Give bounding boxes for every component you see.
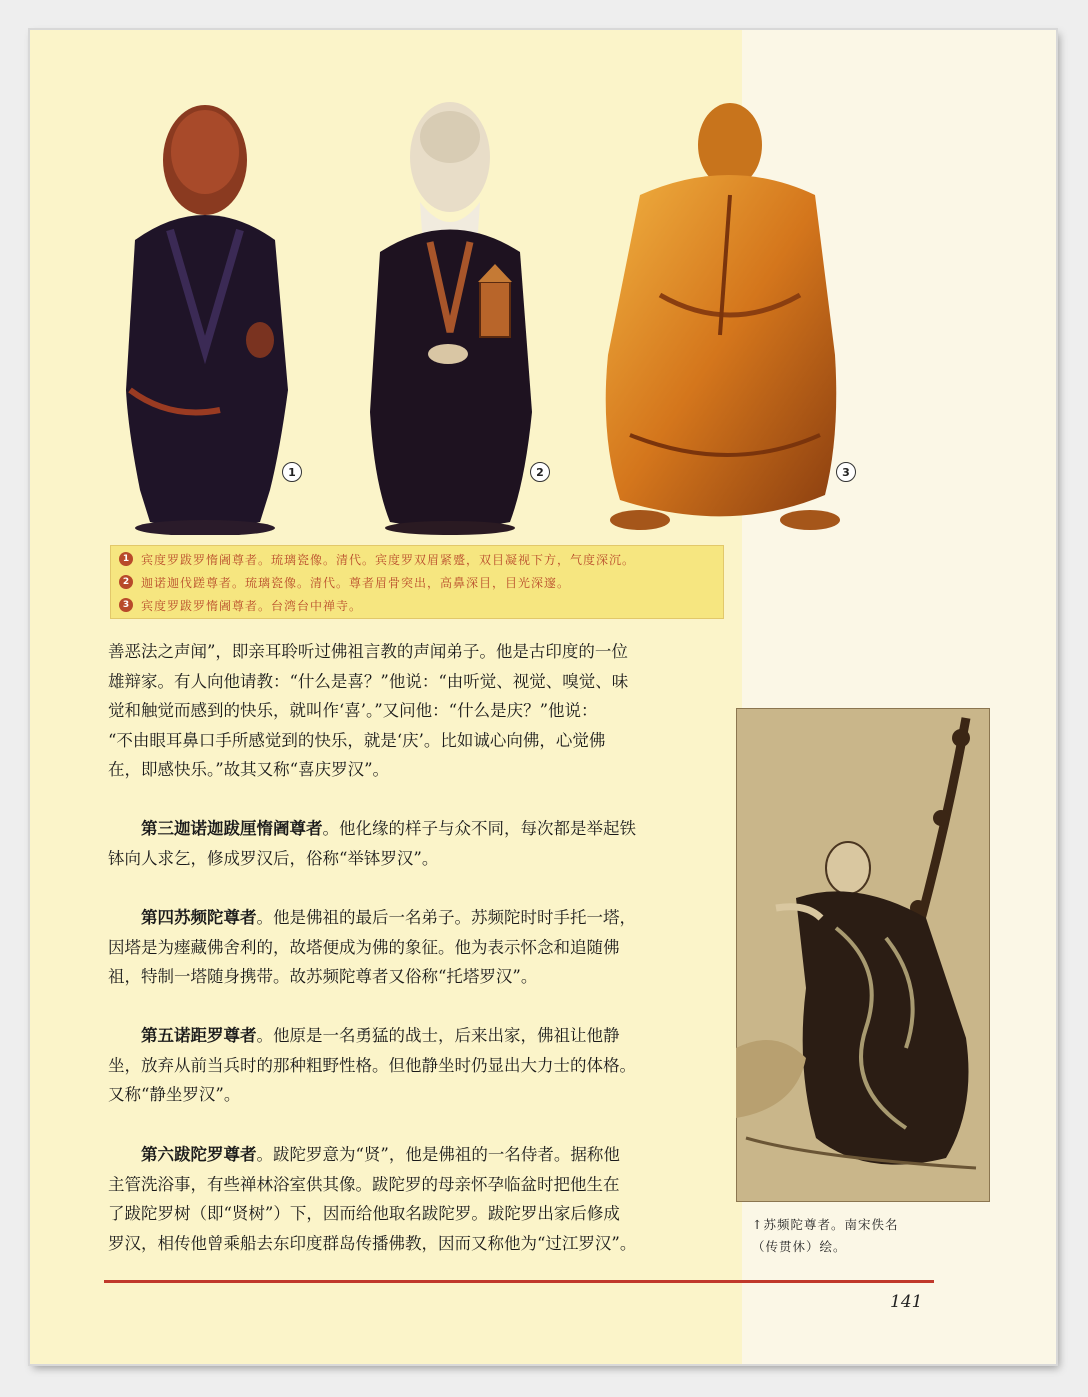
caption-line-3 [119,595,719,615]
section-first-line [108,1140,722,1170]
section-arhat-5 [108,1021,722,1110]
intro-line: “不由眼耳鼻口手所感觉到的快乐，就是‘庆’。比如诚心向佛，心觉佛 [108,730,606,750]
intro-line: 在，即感快乐。”故其又称“喜庆罗汉”。 [108,760,390,779]
intro-line: 觉和触觉而感到的快乐，就叫作‘喜’。”又问他：“什么是庆？”他说： [108,701,598,720]
statue-photo-1 [110,90,300,535]
section-heading: 第六跋陀罗尊者 [141,1145,257,1164]
statue-photo-3 [600,95,840,535]
painting-caption [752,1214,952,1258]
caption-number-3: 3 [119,598,133,612]
caption-line-2 [119,572,719,592]
section-line: 又称“静坐罗汉”。 [108,1085,241,1104]
section-text: 。他化缘的样子与众不同，每次都是举起铁 [322,819,636,838]
caption-text-1: 宾度罗跋罗惰阇尊者。琉璃瓷像。清代。宾度罗双眉紧蹙，双目凝视下方，气度深沉。 [141,552,636,567]
section-line: 祖，特制一塔随身携带。故苏频陀尊者又俗称“托塔罗汉”。 [108,967,538,986]
intro-line: 雄辩家。有人向他请教：“什么是喜？”他说：“由听觉、视觉、嗅觉、味 [108,671,629,691]
section-heading: 第五诺距罗尊者 [141,1026,257,1045]
intro-paragraph [108,637,722,785]
book-page [30,30,1056,1364]
section-first-line [108,814,722,844]
section-first-line [108,1021,722,1051]
intro-line: 善恶法之声闻”，即亲耳聆听过佛祖言教的声闻弟子。他是古印度的一位 [108,642,628,661]
caption-text-2: 迦诺迦伐蹉尊者。琉璃瓷像。清代。尊者眉骨突出，高鼻深目，目光深邃。 [141,575,571,590]
figure-number-3: 3 [836,462,856,482]
section-arhat-3 [108,814,722,873]
footer-rule [104,1280,934,1283]
caption-number-2: 2 [119,575,133,589]
section-text: 。他是佛祖的最后一名弟子。苏频陀时时手托一塔， [256,908,636,927]
painting-caption-line: ↑苏频陀尊者。南宋佚名 [752,1217,899,1232]
section-text: 。他原是一名勇猛的战士，后来出家，佛祖让他静 [256,1026,620,1045]
painting-caption-line: （传贯休）绘。 [752,1239,847,1254]
figure-number-1: 1 [282,462,302,482]
caption-number-1: 1 [119,552,133,566]
section-line: 罗汉，相传他曾乘船去东印度群岛传播佛教，因而又称他为“过江罗汉”。 [108,1233,637,1253]
section-text: 。跋陀罗意为“贤”，他是佛祖的一名侍者。据称他 [256,1145,620,1164]
section-arhat-4 [108,903,722,992]
caption-text-3: 宾度罗跋罗惰阇尊者。台湾台中禅寺。 [141,598,363,613]
section-line: 坐，放弃从前当兵时的那种粗野性格。但他静坐时仍显出大力士的体格。 [108,1055,636,1075]
section-line: 主管洗浴事，有些禅林浴室供其像。跋陀罗的母亲怀孕临盆时把他生在 [108,1174,620,1194]
section-line: 了跋陀罗树（即“贤树”）下，因而给他取名跋陀罗。跋陀罗出家后修成 [108,1204,620,1223]
section-line: 因塔是为瘗藏佛舍利的，故塔便成为佛的象征。他为表示怀念和追随佛 [108,937,620,957]
figure-number-2: 2 [530,462,550,482]
section-heading: 第三迦诺迦跋厘惰阇尊者 [141,819,323,838]
figure-caption-box [110,545,724,619]
painting-subinda [736,708,990,1202]
statue-photo-2 [360,92,540,537]
section-heading: 第四苏频陀尊者 [141,908,257,927]
page-number: 141 [890,1292,923,1312]
caption-line-1 [119,549,719,569]
section-line: 钵向人求乞，修成罗汉后，俗称“举钵罗汉”。 [108,848,439,868]
section-arhat-6 [108,1140,722,1258]
section-first-line [108,903,722,933]
